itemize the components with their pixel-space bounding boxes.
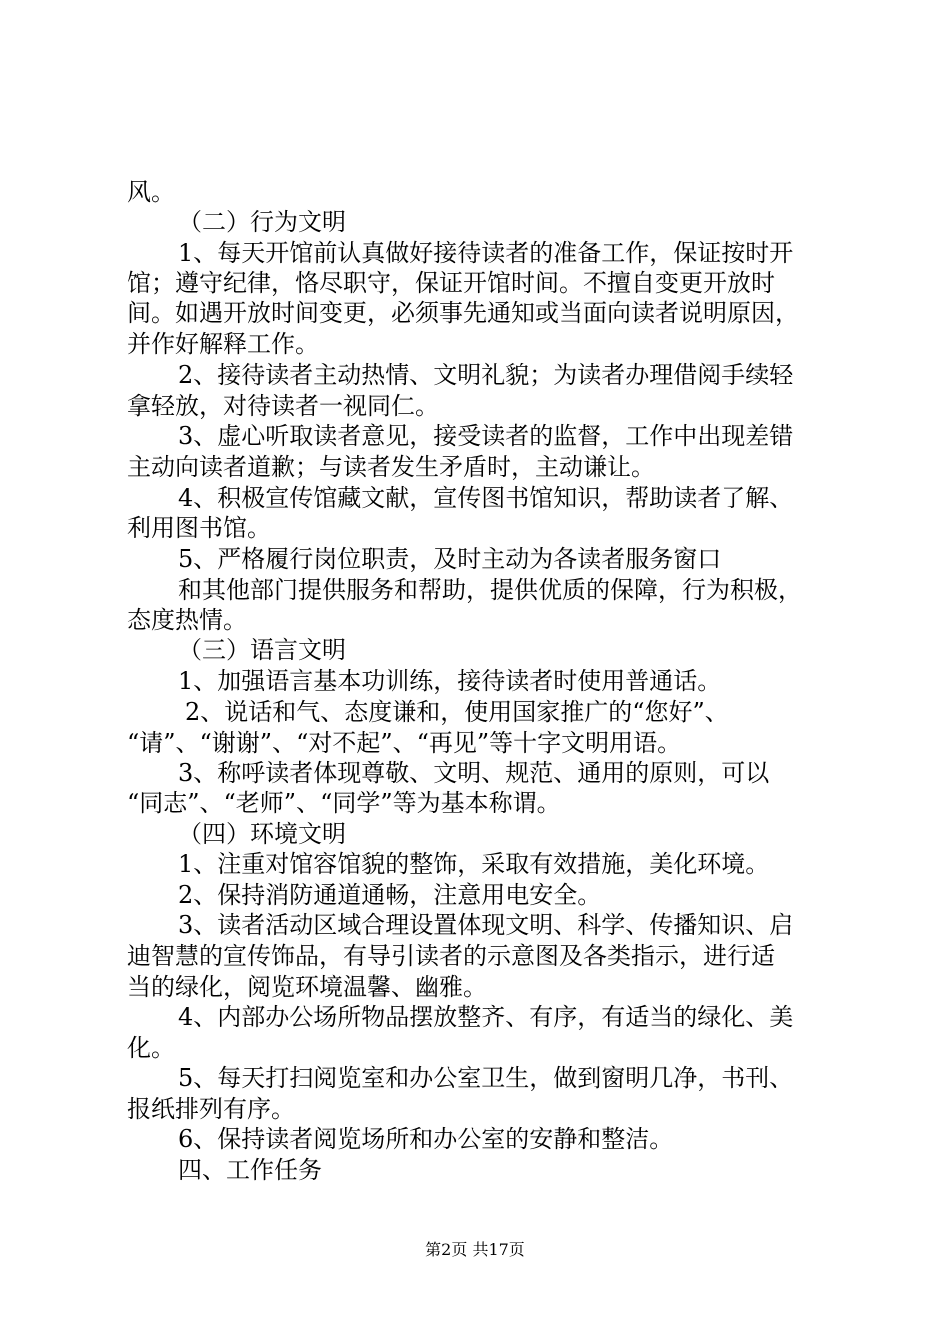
text-line: 1、每天开馆前认真做好接待读者的准备工作，保证按时开 xyxy=(178,239,794,267)
text-line: 馆；遵守纪律，恪尽职守，保证开馆时间。不擅自变更开放时 xyxy=(127,269,775,297)
page-footer: 第2页 共17页 xyxy=(425,1240,525,1259)
text-line: 并作好解释工作。 xyxy=(127,330,319,358)
text-line: 2、保持消防通道通畅，注意用电安全。 xyxy=(178,881,602,909)
section-heading: （二）行为文明 xyxy=(178,208,346,236)
text-line: 4、积极宣传馆藏文献，宣传图书馆知识，帮助读者了解、 xyxy=(178,484,794,512)
text-line: 主动向读者道歉；与读者发生矛盾时，主动谦让。 xyxy=(127,453,655,481)
text-line: 报纸排列有序。 xyxy=(127,1095,295,1123)
text-line: 2、接待读者主动热情、文明礼貌；为读者办理借阅手续轻 xyxy=(178,361,794,389)
text-line: “同志”、“老师”、“同学”等为基本称谓。 xyxy=(127,789,561,817)
text-line: 和其他部门提供服务和帮助，提供优质的保障，行为积极， xyxy=(178,576,802,604)
text-line: 4、内部办公场所物品摆放整齐、有序，有适当的绿化、美 xyxy=(178,1003,794,1031)
section-heading: 四、工作任务 xyxy=(178,1156,322,1184)
text-line: 6、保持读者阅览场所和办公室的安静和整洁。 xyxy=(178,1125,674,1153)
text-line: 5、严格履行岗位职责，及时主动为各读者服务窗口 xyxy=(178,545,722,573)
text-line: 利用图书馆。 xyxy=(127,514,271,542)
text-line: 拿轻放，对待读者一视同仁。 xyxy=(127,392,439,420)
section-heading: （三）语言文明 xyxy=(178,636,346,664)
text-line: 2、说话和气、态度谦和，使用国家推广的“您好”、 xyxy=(185,698,729,726)
text-line: 化。 xyxy=(127,1034,175,1062)
text-line: 1、注重对馆容馆貌的整饰，采取有效措施，美化环境。 xyxy=(178,850,770,878)
text-line: 3、称呼读者体现尊敬、文明、规范、通用的原则，可以 xyxy=(178,759,770,787)
text-line: 当的绿化，阅览环境温馨、幽雅。 xyxy=(127,973,487,1001)
text-line: “请”、“谢谢”、“对不起”、“再见”等十字文明用语。 xyxy=(127,729,682,757)
text-line: 迪智慧的宣传饰品，有导引读者的示意图及各类指示，进行适 xyxy=(127,942,775,970)
text-line: 间。如遇开放时间变更，必须事先通知或当面向读者说明原因， xyxy=(127,299,799,327)
text-line: 5、每天打扫阅览室和办公室卫生，做到窗明几净，书刊、 xyxy=(178,1064,794,1092)
text-line: 1、加强语言基本功训练，接待读者时使用普通话。 xyxy=(178,667,722,695)
text-line: 风。 xyxy=(127,178,175,206)
section-heading: （四）环境文明 xyxy=(178,820,346,848)
text-line: 态度热情。 xyxy=(127,606,247,634)
text-line: 3、读者活动区域合理设置体现文明、科学、传播知识、启 xyxy=(178,911,794,939)
text-line: 3、虚心听取读者意见，接受读者的监督，工作中出现差错 xyxy=(178,422,794,450)
